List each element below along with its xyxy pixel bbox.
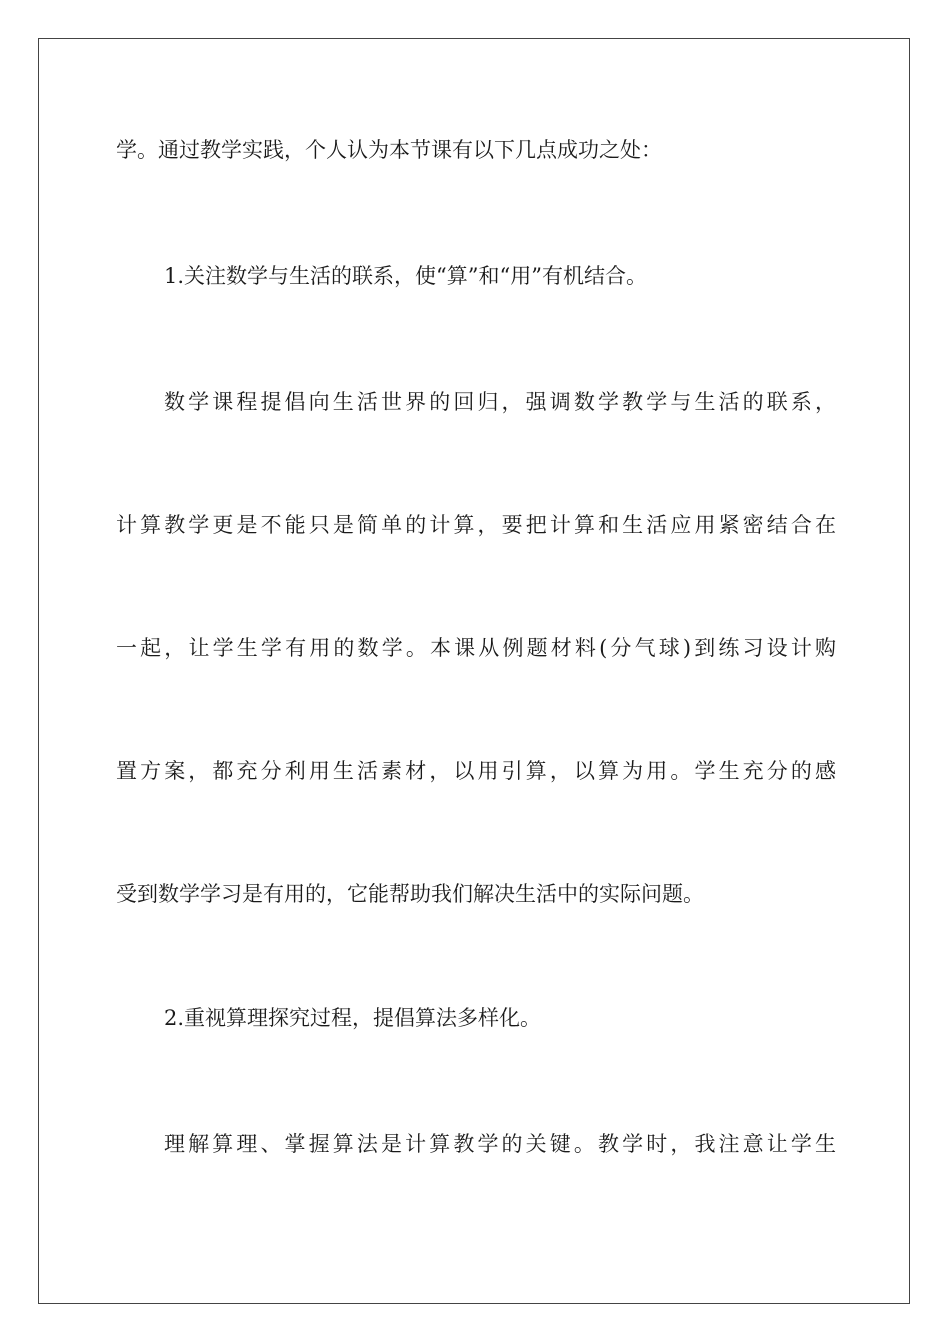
text-line-3: 数学课程提倡向生活世界的回归，强调数学教学与生活的联系， (164, 390, 836, 414)
text-line-4: 计算教学更是不能只是简单的计算，要把计算和生活应用紧密结合在 (116, 513, 836, 537)
heading-1: 1.关注数学与生活的联系，使“算”和“用”有机结合。 (164, 264, 647, 288)
text-line-1: 学。通过教学实践，个人认为本节课有以下几点成功之处： (116, 138, 662, 162)
page-frame (38, 38, 910, 1304)
heading-2: 2.重视算理探究过程，提倡算法多样化。 (164, 1006, 542, 1030)
text-line-6: 置方案，都充分利用生活素材，以用引算，以算为用。学生充分的感 (116, 759, 836, 783)
text-line-7: 受到数学学习是有用的，它能帮助我们解决生活中的实际问题。 (116, 882, 704, 906)
text-line-5: 一起，让学生学有用的数学。本课从例题材料(分气球)到练习设计购 (116, 636, 836, 660)
text-line-9: 理解算理、掌握算法是计算教学的关键。教学时，我注意让学生 (164, 1132, 836, 1156)
